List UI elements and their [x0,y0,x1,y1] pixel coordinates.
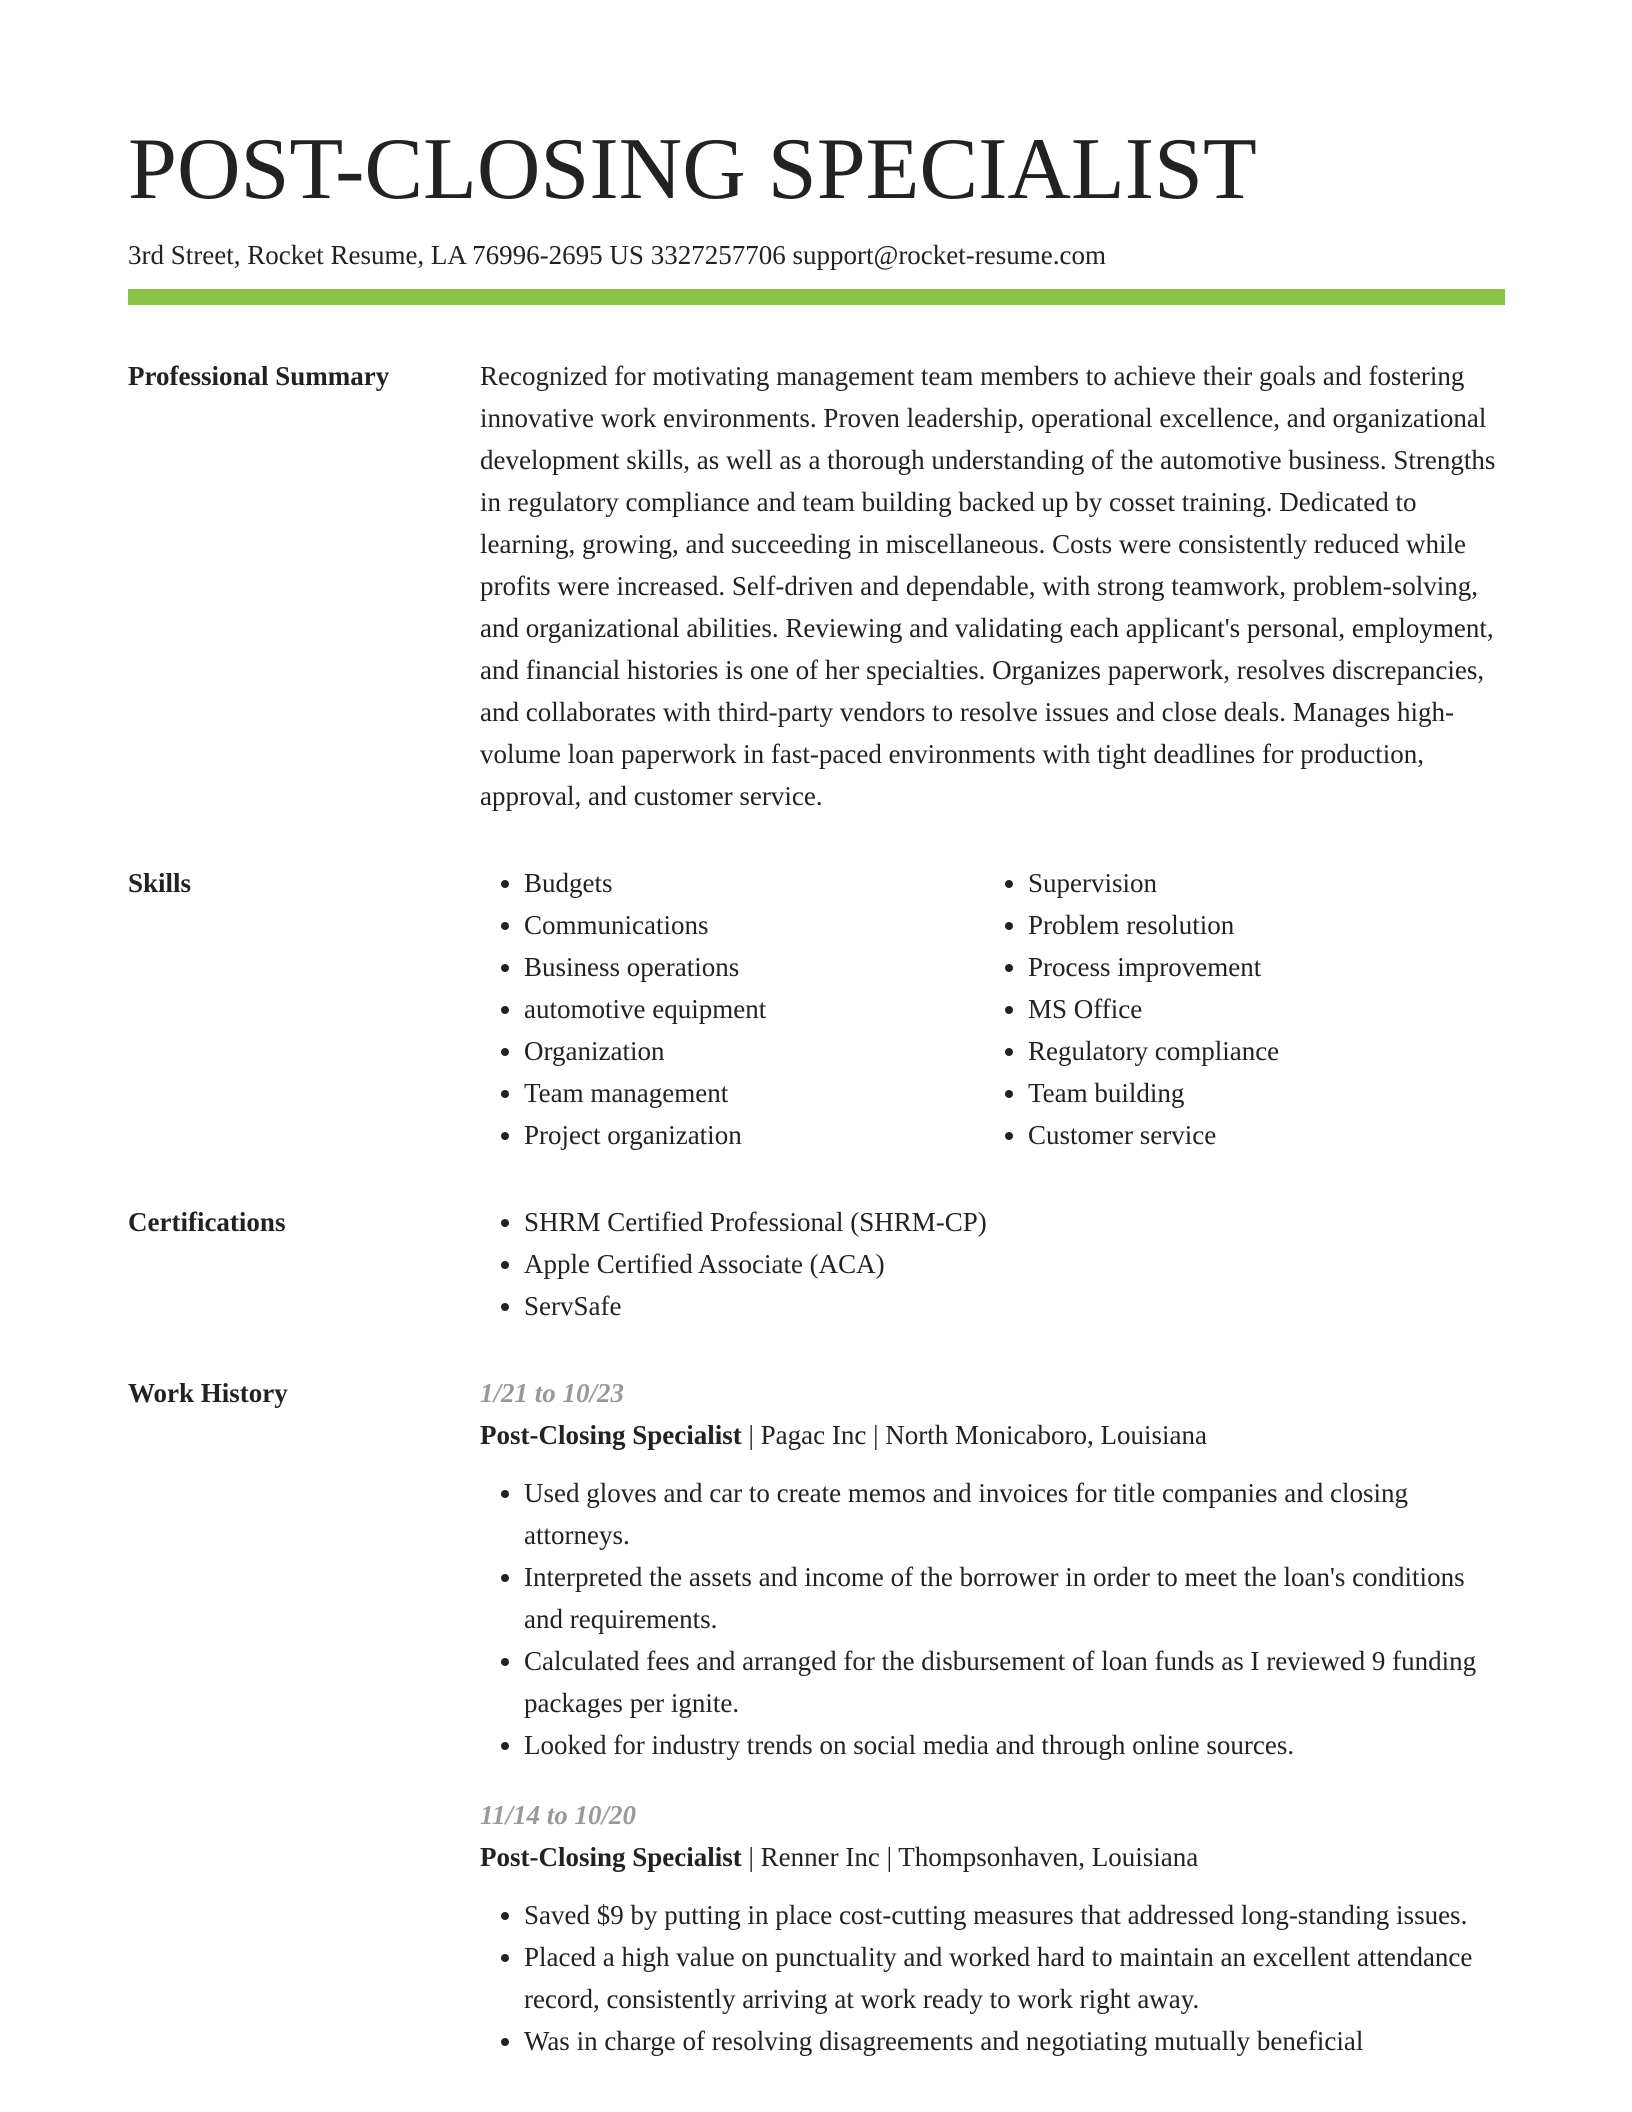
header-accent-rule [128,289,1505,305]
job-entry [480,1372,1505,1766]
job-bullet: • Was in charge of resolving disagreements and negotiating mutually beneficial [524,2020,1505,2062]
job-entry [480,1794,1505,2062]
skill-item: • Project organization [524,1114,984,1156]
work-history-body [480,1372,1505,2062]
job-details: | Renner Inc | Thompsonhaven, Louisiana [741,1842,1199,1872]
job-bullet: • Looked for industry trends on social media and through online sources. [524,1724,1505,1766]
summary-body [480,355,1505,817]
contact-email[interactable]: support@rocket-resume.com [792,240,1106,270]
contact-line [128,238,1505,272]
job-bullet: • Placed a high value on punctuality and worked hard to maintain an excellent attendance record, consistently arriving at work ready to work right away. [524,1936,1505,2020]
skills-body [480,862,1505,1156]
skill-item: • Customer service [1028,1114,1488,1156]
job-title: Post-Closing Specialist [480,1842,742,1872]
job-heading [480,1836,1505,1878]
contact-address: 3rd Street, Rocket Resume, LA 76996-2695 US [128,240,644,270]
summary-section [128,355,1505,817]
skill-item: • MS Office [1028,988,1488,1030]
resume-page [128,0,1505,2062]
job-dates: 11/14 to 10/20 [480,1800,637,1830]
job-heading [480,1414,1505,1456]
certification-item: • SHRM Certified Professional (SHRM-CP) [524,1201,1505,1243]
skills-column-right [984,862,1488,1156]
certifications-list [480,1201,1505,1327]
work-history-section [128,1372,1505,2062]
job-bullets [480,1894,1505,2062]
skill-item: • automotive equipment [524,988,984,1030]
certification-item: • Apple Certified Associate (ACA) [524,1243,1505,1285]
summary-text: Recognized for motivating management team members to achieve their goals and fostering innovative work environments. Proven leadership, operational excellence, and organizational development skills, as well as a thorough understanding of the automotive business. Strengths in regulatory compliance and team building backed up by cosset training. Dedicated to learning, growing, and succeeding in miscellaneous. Costs were consistently reduced while profits were increased. Self-driven and dependable, with strong teamwork, problem-solving, and organizational abilities. Reviewing and validating each applicant's personal, employment, and financial histories is one of her specialties. Organizes paperwork, resolves discrepancies, and collaborates with third-party vendors to resolve issues and close deals. Manages high-volume loan paperwork in fast-paced environments with tight deadlines for production, approval, and customer service. [480,361,1496,811]
certifications-body [480,1201,1505,1327]
skills-list-left [480,862,984,1156]
job-bullet: • Used gloves and car to create memos and invoices for title companies and closing attorneys. [524,1472,1505,1556]
skill-item: • Budgets [524,862,984,904]
section-label-work-history: Work History [128,1378,288,1408]
skill-item: • Team building [1028,1072,1488,1114]
job-dates: 1/21 to 10/23 [480,1378,625,1408]
skills-list-right [984,862,1488,1156]
job-title: Post-Closing Specialist [480,1420,742,1450]
job-bullet: • Calculated fees and arranged for the disbursement of loan funds as I reviewed 9 funding packages per ignite. [524,1640,1505,1724]
skill-item: • Team management [524,1072,984,1114]
job-bullet: • Interpreted the assets and income of the borrower in order to meet the loan's conditions and requirements. [524,1556,1505,1640]
certification-item: • ServSafe [524,1285,1505,1327]
skill-item: • Regulatory compliance [1028,1030,1488,1072]
resume-title: POST-CLOSING SPECIALIST [128,121,1257,218]
section-label-summary: Professional Summary [128,361,390,391]
skill-item: • Process improvement [1028,946,1488,988]
skills-column-left [480,862,984,1156]
job-bullet: • Saved $9 by putting in place cost-cutting measures that addressed long-standing issues. [524,1894,1505,1936]
skill-item: • Organization [524,1030,984,1072]
section-label-skills: Skills [128,868,192,898]
skill-item: • Business operations [524,946,984,988]
job-bullets [480,1472,1505,1766]
job-details: | Pagac Inc | North Monicaboro, Louisiana [741,1420,1207,1450]
skills-section [128,862,1505,1156]
section-label-certifications: Certifications [128,1207,286,1237]
skill-item: • Supervision [1028,862,1488,904]
skill-item: • Communications [524,904,984,946]
certifications-section [128,1201,1505,1327]
contact-phone: 3327257706 [650,240,786,270]
skill-item: • Problem resolution [1028,904,1488,946]
